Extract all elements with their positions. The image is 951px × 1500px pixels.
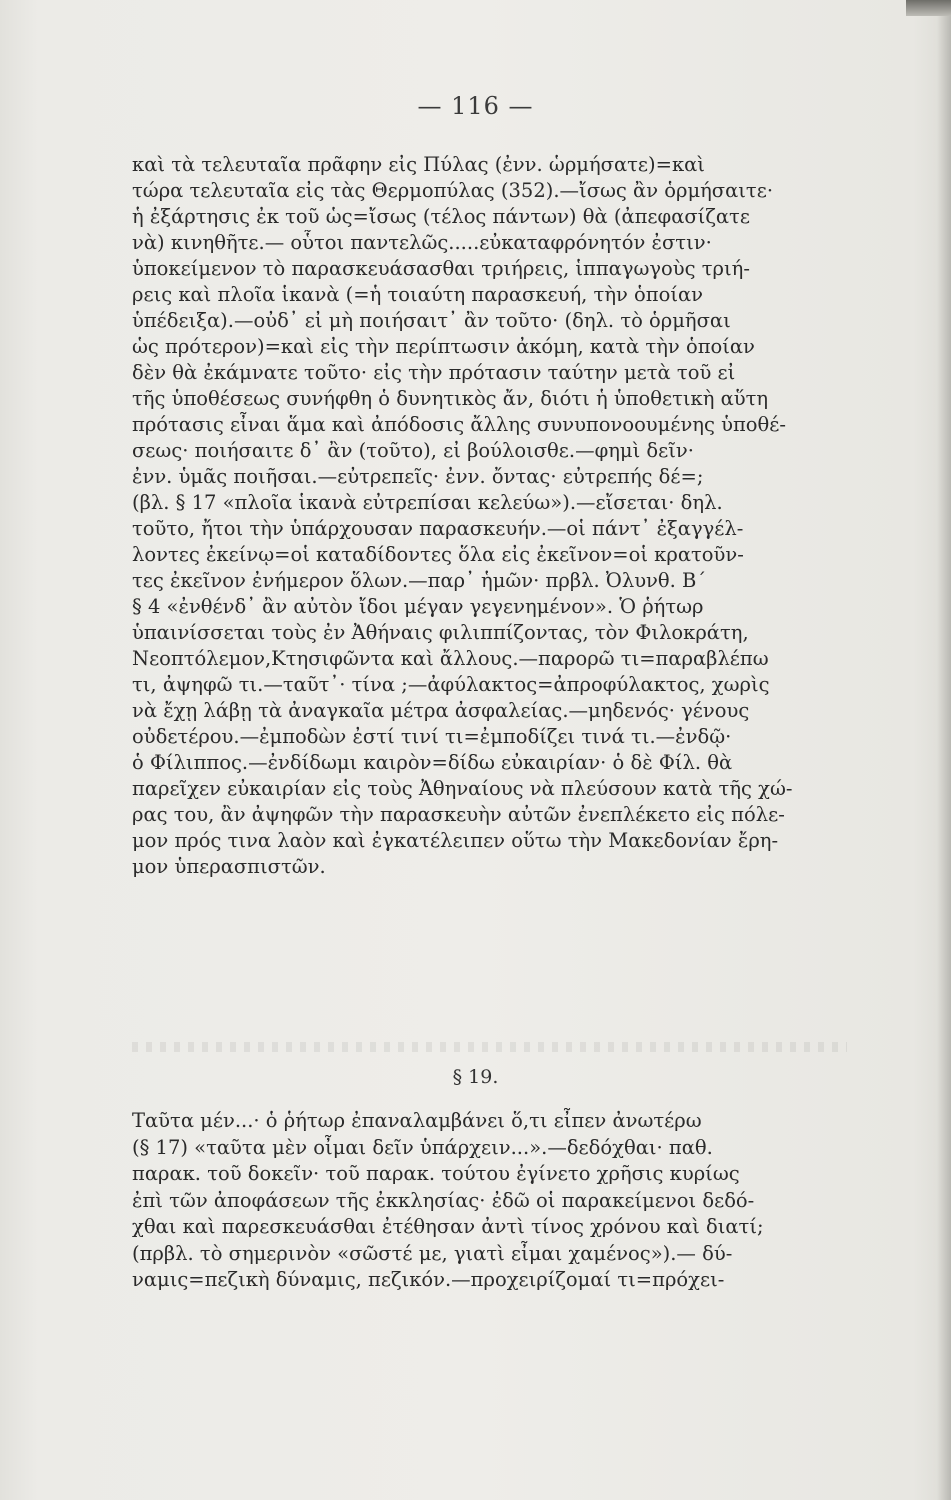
text-line: τοῦτο, ἤτοι τὴν ὑπάρχουσαν παρασκευήν.—οἱ πάντ᾽ ἐξαγγέλ- — [132, 517, 744, 540]
text-line: Ταῦτα μέν...· ὁ ῥήτωρ ἐπαναλαμβάνει ὅ,τι εἶπεν ἀνωτέρω — [132, 1109, 702, 1132]
text-line: χθαι καὶ παρεσκευάσθαι ἐτέθησαν ἀντὶ τίνος χρόνου καὶ διατί; — [132, 1215, 764, 1238]
page-edge-shadow — [937, 0, 951, 1500]
text-line: μον πρός τινα λαὸν καὶ ἐγκατέλειπεν οὕτω τὴν Μακεδονίαν ἔρη- — [132, 829, 779, 852]
commentary-text — [132, 152, 847, 880]
text-line: ὑπέδειξα).—οὐδ᾽ εἰ μὴ ποιήσαιτ᾽ ἂν τοῦτο· (δηλ. τὸ ὁρμῆσαι — [132, 309, 731, 332]
section-heading: § 19. — [452, 1066, 499, 1088]
text-line: τῆς ὑποθέσεως συνήφθη ὁ δυνητικὸς ἄν, διότι ἡ ὑποθετικὴ αὕτη — [132, 387, 769, 410]
text-line: νὰ ἔχῃ λάβῃ τὰ ἀναγκαῖα μέτρα ἀσφαλείας.—μηδενός· γένους — [132, 699, 750, 722]
text-line: (πρβλ. τὸ σημερινὸν «σῶστέ με, γιατὶ εἶμαι χαμένος»).— δύ- — [132, 1241, 733, 1265]
text-line: ὑπαινίσσεται τοὺς ἐν Ἀθήναις φιλιππίζοντας, τὸν Φιλοκράτη, — [132, 621, 749, 644]
show-through-marks — [132, 1042, 847, 1052]
text-line: ναμις=πεζικὴ δύναμις, πεζικόν.—προχειρίζομαί τι=πρόχει- — [132, 1268, 725, 1291]
text-line: Νεοπτόλεμον,Κτησιφῶντα καὶ ἄλλους.—παρορῶ τι=παραβλέπω — [132, 647, 769, 670]
text-line: (βλ. § 17 «πλοῖα ἱκανὰ εὐτρεπίσαι κελεύω»).—εἴσεται· δηλ. — [132, 491, 723, 514]
text-line: ἡ ἐξάρτησις ἐκ τοῦ ὡς=ἴσως (τέλος πάντων) θὰ (ἀπεφασίζατε — [132, 205, 750, 228]
text-line: (§ 17) «ταῦτα μὲν οἶμαι δεῖν ὑπάρχειν...».—δεδόχθαι· παθ. — [132, 1135, 713, 1159]
text-line: πρότασις εἶναι ἅμα καὶ ἀπόδοσις ἄλλης συνυπονοουμένης ὑποθέ- — [132, 413, 786, 436]
text-line: μον ὑπερασπιστῶν. — [132, 855, 326, 878]
text-line: ἐνν. ὑμᾶς ποιῆσαι.—εὐτρεπεῖς· ἐνν. ὄντας· εὐτρεπής δέ=; — [132, 465, 704, 488]
text-line: λοντες ἐκείνῳ=οἱ καταδίδοντες ὅλα εἰς ἐκεῖνον=οἱ κρατοῦν- — [132, 543, 744, 566]
text-line: ρεις καὶ πλοῖα ἱκανὰ (=ἡ τοιαύτη παρασκευή, τὴν ὁποίαν — [132, 283, 704, 306]
text-line: ρας του, ἂν ἀψηφῶν τὴν παρασκευὴν αὐτῶν ἐνεπλέκετο εἰς πόλε- — [132, 803, 785, 826]
text-line: ὁ Φίλιππος.—ἐνδίδωμι καιρὸν=δίδω εὐκαιρίαν· ὁ δὲ Φίλ. θὰ — [132, 751, 733, 774]
text-line: τι, ἀψηφῶ τι.—ταῦτ᾽· τίνα ;—ἀφύλακτος=ἀπροφύλακτος, χωρὶς — [132, 673, 770, 696]
text-line: ὡς πρότερον)=καὶ εἰς τὴν περίπτωσιν ἀκόμη, κατὰ τὴν ὁποίαν — [132, 335, 755, 358]
text-line: ὑποκείμενον τὸ παρασκευάσασθαι τριήρεις, ἱππαγωγοὺς τριή- — [132, 257, 750, 280]
text-line: τώρα τελευταῖα εἰς τὰς Θερμοπύλας (352).—ἴσως ἂν ὁρμήσαιτε· — [132, 179, 774, 202]
text-line: οὐδετέρου.—ἐμποδὼν ἐστί τινί τι=ἐμποδίζει τινά τι.—ἐνδῷ· — [132, 725, 732, 748]
corner-tab — [906, 0, 951, 16]
text-line: καὶ τὰ τελευταῖα πρᾶφην εἰς Πύλας (ἐνν. ὡρμήσατε)=καὶ — [132, 153, 705, 176]
text-line: ἐπὶ τῶν ἀποφάσεων τῆς ἐκκλησίας· ἐδῶ οἱ παρακείμενοι δεδό- — [132, 1188, 755, 1212]
text-line: τες ἐκεῖνον ἐνήμερον ὅλων.—παρ᾽ ἡμῶν· πρβλ. Ὀλυνθ. Β´ — [132, 569, 707, 592]
text-line: § 4 «ἐνθένδ᾽ ἂν αὐτὸν ἴδοι μέγαν γεγενημένον». Ὁ ῥήτωρ — [132, 595, 704, 618]
section-commentary-text — [132, 1108, 847, 1294]
text-line: παρακ. τοῦ δοκεῖν· τοῦ παρακ. τούτου ἐγίνετο χρῆσις κυρίως — [132, 1162, 740, 1185]
text-line: δὲν θὰ ἐκάμνατε τοῦτο· εἰς τὴν πρότασιν ταύτην μετὰ τοῦ εἰ — [132, 361, 736, 384]
text-line: παρεῖχεν εὐκαιρίαν εἰς τοὺς Ἀθηναίους νὰ πλεύσουν κατὰ τῆς χώ- — [132, 777, 793, 800]
page-number: — 116 — — [417, 92, 534, 120]
text-line: νὰ) κινηθῆτε.— οὗτοι παντελῶς.....εὐκαταφρόνητόν ἐστιν· — [132, 231, 712, 254]
text-line: σεως· ποιήσαιτε δ᾽ ἂν (τοῦτο), εἰ βούλοισθε.—φημὶ δεῖν· — [132, 439, 694, 462]
